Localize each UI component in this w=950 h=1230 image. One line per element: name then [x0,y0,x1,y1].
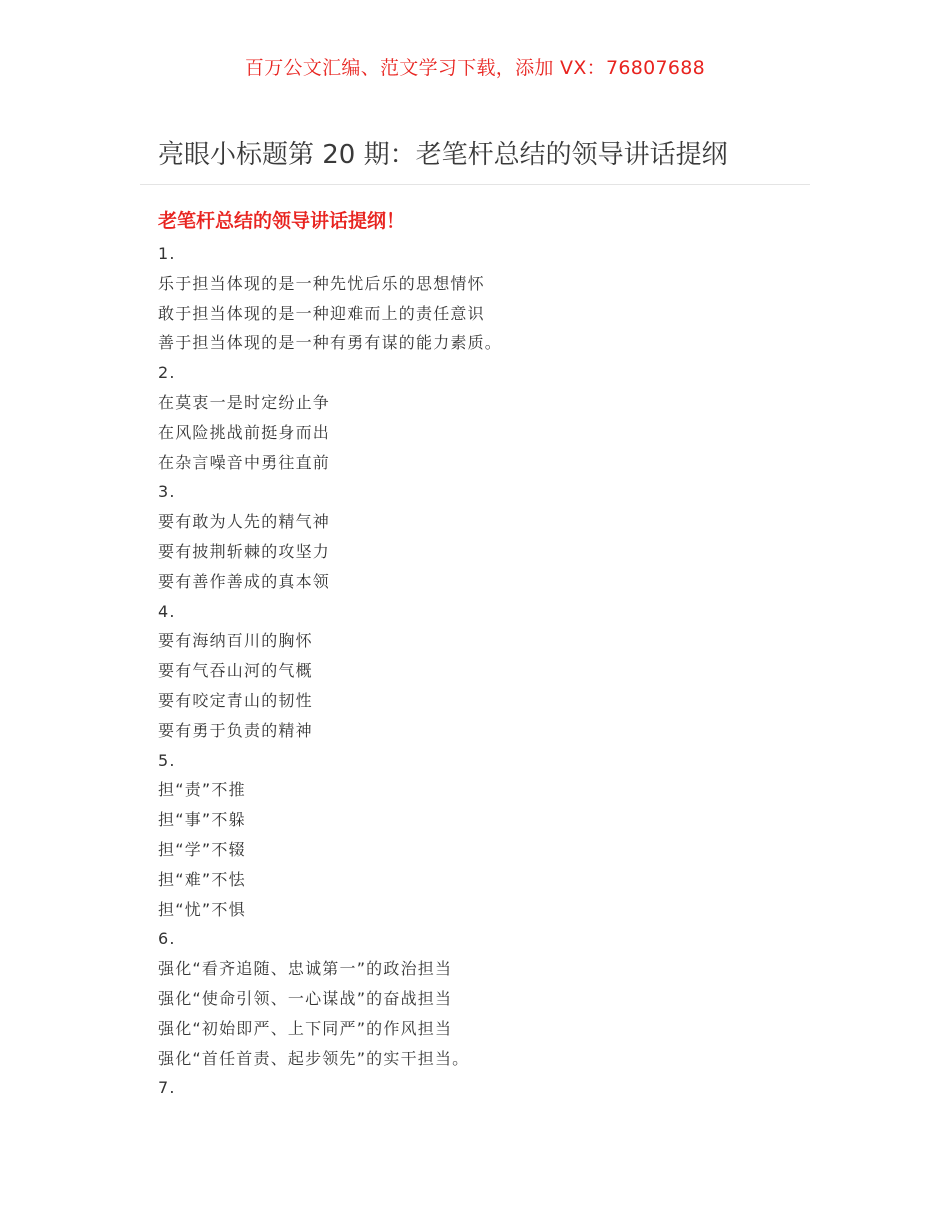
list-item: 在风险挑战前挺身而出 [158,422,331,442]
list-item: 担“忧”不惧 [158,899,246,919]
list-item: 3. [158,482,176,502]
list-item: 4. [158,601,176,621]
list-item: 要有善作善成的真本领 [158,571,331,591]
list-item: 担“事”不躲 [158,810,246,830]
list-item: 担“责”不推 [158,780,246,800]
list-item: 担“难”不怯 [158,869,246,889]
list-item: 在莫衷一是时定纷止争 [158,392,331,412]
list-item: 敢于担当体现的是一种迎难而上的责任意识 [158,303,485,323]
list-item: 乐于担当体现的是一种先忧后乐的思想情怀 [158,273,485,293]
title-divider [140,184,810,185]
list-item: 担“学”不辍 [158,839,246,859]
list-item: 要有披荆斩棘的攻坚力 [158,541,331,561]
list-item: 善于担当体现的是一种有勇有谋的能力素质。 [158,333,503,353]
list-item: 2. [158,363,176,383]
list-item: 在杂言噪音中勇往直前 [158,452,331,472]
list-item: 1. [158,244,176,263]
list-item: 强化“看齐追随、忠诚第一”的政治担当 [158,959,453,979]
watermark-banner: 百万公文汇编、范文学习下载，添加 VX：76807688 [244,57,706,79]
list-item: 强化“初始即严、上下同严”的作风担当 [158,1018,453,1038]
page-title: 亮眼小标题第 20 期：老笔杆总结的领导讲话提纲 [158,140,728,170]
list-item: 要有勇于负责的精神 [158,720,313,740]
list-item: 要有气吞山河的气概 [158,661,313,681]
list-item: 要有咬定青山的韧性 [158,690,313,710]
outline-content [158,239,798,1103]
list-item: 7. [158,1078,176,1098]
list-item: 强化“首任首责、起步领先”的实干担当。 [158,1048,470,1068]
list-item: 强化“使命引领、一心谋战”的奋战担当 [158,988,453,1008]
section-heading: 老笔杆总结的领导讲话提纲！ [158,210,406,232]
list-item: 要有敢为人先的精气神 [158,512,331,532]
list-item: 6. [158,929,176,949]
list-item: 要有海纳百川的胸怀 [158,631,313,651]
list-item: 5. [158,750,176,770]
